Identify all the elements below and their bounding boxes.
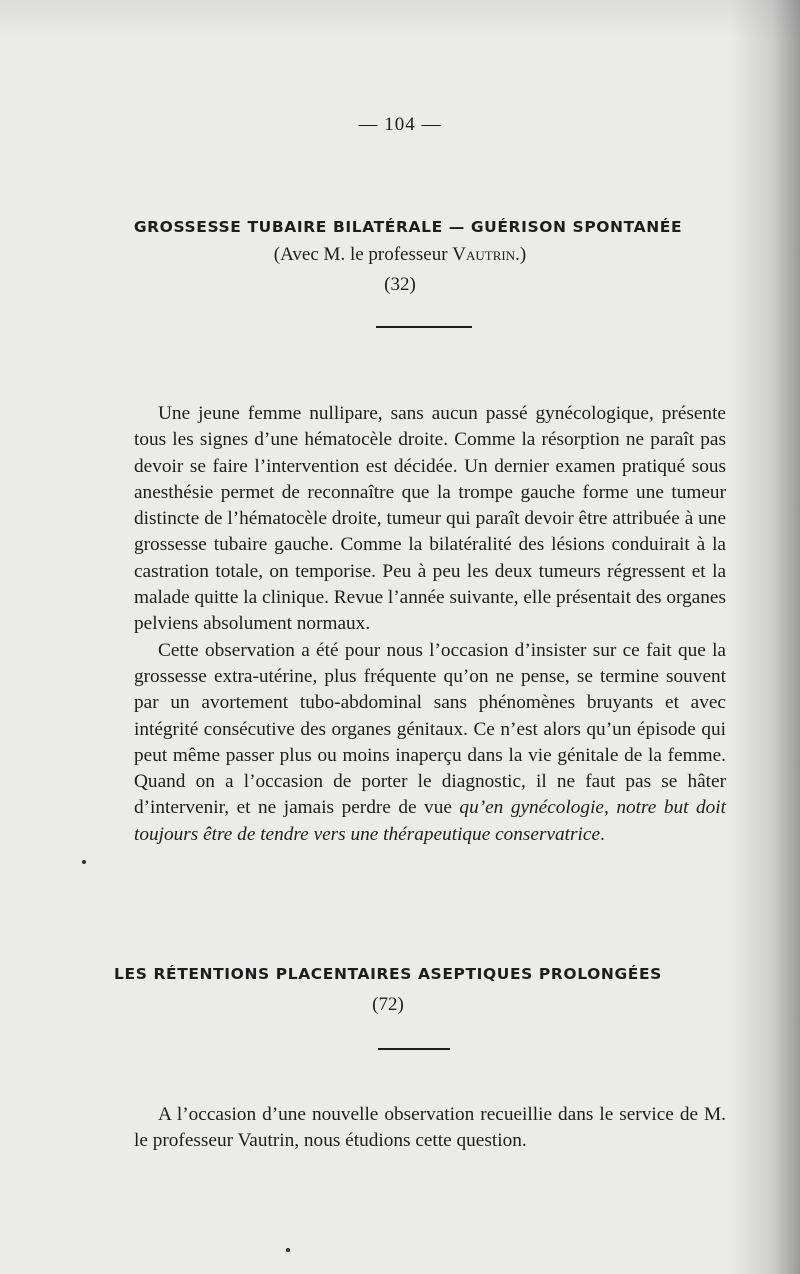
- paragraph-text: Cette observation a été pour nous l’occasion d’insister sur ce fait que la grossesse extra-utérine, plus fréquente qu’on ne pense, se termine souvent par un avortement tubo-abdominal sans phénomènes bruyants et avec intégrité consécutive des organes génitaux. Ce n’est alors qu’un épisode qui peut même passer plus ou moins inaperçu dans la vie génitale de la femme. Quand on a l’occasion de porter le diagnostic, il ne faut pas se hâter d’intervenir, et ne jamais perdre de vue: [134, 639, 726, 819]
- section-subtitle: [0, 244, 800, 266]
- section2-body: [134, 1102, 726, 1155]
- paragraph: A l’occasion d’une nouvelle observation recueillie dans le service de M. le professeur Vautrin, nous étudions cette question.: [134, 1104, 726, 1152]
- section-title-grossesse: GROSSESSE TUBAIRE BILATÉRALE — GUÉRISON SPONTANÉE: [133, 218, 683, 236]
- page-top-shadow: [0, 0, 800, 40]
- paragraph: Une jeune femme nullipare, sans aucun passé gynécologique, présente tous les signes d’une hématocèle droite. Comme la résorption ne paraît pas devoir se faire l’intervention est décidée. Un dernier examen pratiqué sous anesthésie permet de reconnaître que la trompe gauche forme une tumeur distincte de l’hématocèle droite, tumeur qui paraît devoir être attribuée à une grossesse tubaire gauche. Comme la bilatéralité des lésions conduirait à la castration totale, on temporise. Peu à peu les deux tumeurs régressent et la malade quitte la clinique. Revue l’année suivante, elle présentait des organes pelviens absolument normaux.: [134, 403, 726, 635]
- page-number: — 104 —: [358, 114, 442, 135]
- subtitle-suffix: .): [515, 244, 527, 265]
- ink-speck: [82, 860, 86, 864]
- page-edge-shadow: [730, 0, 800, 1274]
- subtitle-prefix: (Avec M. le professeur: [273, 244, 453, 265]
- paragraph: [134, 638, 726, 848]
- ink-speck: [286, 1248, 290, 1252]
- section-divider: [376, 326, 472, 328]
- section-reference: (32): [384, 274, 416, 295]
- section-reference: (72): [372, 994, 404, 1015]
- section1-body: [134, 401, 726, 848]
- paragraph-emphasis: qu’en gynécologie, notre but doit toujours être de tendre vers une thérapeutique conservatrice: [134, 797, 726, 845]
- section-divider: [378, 1048, 450, 1050]
- paragraph-end: .: [600, 823, 605, 845]
- section-title-retentions: LES RÉTENTIONS PLACENTAIRES ASEPTIQUES PROLONGÉES: [114, 965, 662, 983]
- subtitle-name: Vautrin: [452, 244, 516, 265]
